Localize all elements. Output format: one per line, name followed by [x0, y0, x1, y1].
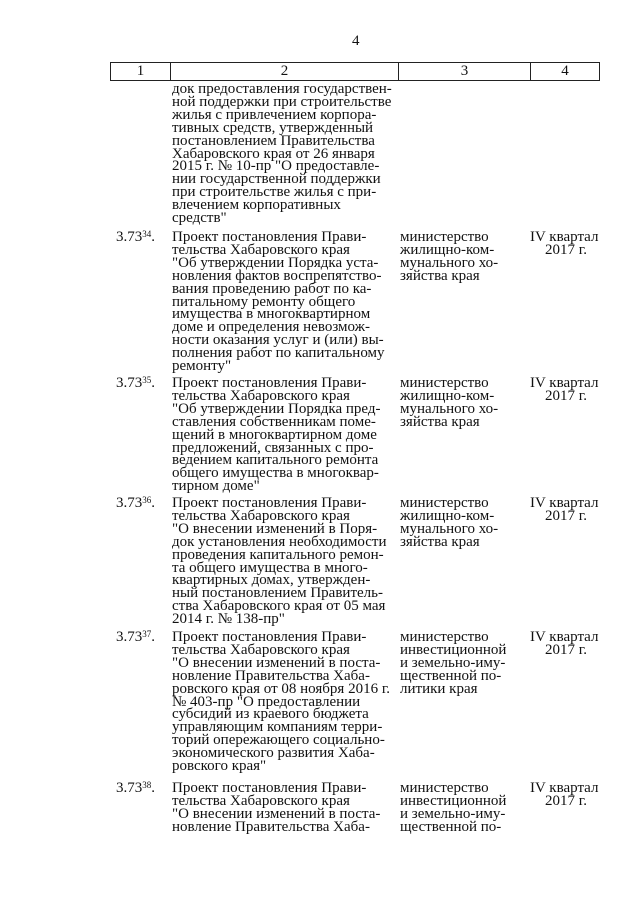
text-line: жилищно-ком- [400, 507, 495, 524]
text-line: ный постановлением Правитель- [172, 585, 383, 602]
text-line: 2014 г. № 138-пр" [172, 611, 285, 628]
text-line: жилья с привлечением корпора- [172, 106, 377, 123]
item-number-dot: . [151, 629, 155, 645]
responsible-ministry [400, 231, 498, 283]
text-line: новления фактов воспрепятство- [172, 267, 382, 284]
text-line: ровского края от 08 ноября 2016 г. [172, 680, 391, 697]
item-number [116, 497, 155, 510]
text-line: ровского края" [172, 758, 267, 775]
text-line: тельства Хабаровского края [172, 241, 350, 258]
text-line: нии государственной поддержки [172, 171, 381, 188]
text-line: ности оказания услуг и (или) вы- [172, 332, 384, 349]
document-title [172, 497, 387, 626]
text-line: ства Хабаровского края от 05 мая [172, 598, 386, 615]
text-line: Проект постановления Прави- [172, 780, 367, 796]
text-line: постановлением Правительства [172, 132, 375, 149]
text-line: та общего имущества в много- [172, 559, 368, 576]
responsible-ministry [400, 631, 506, 696]
text-line: ставления собственникам поме- [172, 413, 376, 430]
item-number-dot: . [151, 780, 155, 796]
item-number-dot: . [151, 495, 155, 511]
item-number-main: 3.73 [116, 375, 143, 391]
text-line: вания проведению работ по ка- [172, 280, 372, 297]
item-number-superscript: 38 [142, 780, 152, 790]
text-line: тивных средств, утвержденный [172, 119, 374, 136]
text-line: управляющим компаниям терри- [172, 719, 383, 736]
text-line: новление Правительства Хаба- [172, 818, 370, 835]
text-line: 2017 г. [545, 387, 587, 404]
text-line: IV квартал [530, 780, 599, 796]
text-line: общего имущества в многоквар- [172, 465, 379, 482]
text-line: имущества в многоквартирном [172, 306, 371, 323]
text-line: доме и определения невозмож- [172, 319, 371, 336]
text-line: "О внесении изменений в Поря- [172, 520, 378, 537]
text-line: мунального хо- [400, 520, 499, 537]
text-line: министерство [400, 229, 489, 245]
item-number [116, 631, 155, 644]
item-number-main: 3.73 [116, 629, 143, 645]
item-number [116, 782, 155, 795]
text-line: проведения капитального ремон- [172, 546, 384, 563]
deadline [530, 497, 598, 523]
item-number-superscript: 36 [142, 495, 152, 505]
text-line: тельства Хабаровского края [172, 387, 350, 404]
text-line: Проект постановления Прави- [172, 229, 367, 245]
deadline [530, 782, 598, 808]
header-col-4: 4 [561, 63, 569, 79]
text-line: субсидий из краевого бюджета [172, 706, 369, 723]
text-line: 2017 г. [545, 241, 587, 258]
deadline [530, 231, 598, 257]
text-line: "Об утверждении Порядка пред- [172, 400, 381, 417]
text-line: новление Правительства Хаба- [172, 667, 370, 684]
item-number [116, 377, 155, 390]
text-line: IV квартал [530, 495, 599, 511]
text-line: Проект постановления Прави- [172, 375, 367, 391]
text-line: мунального хо- [400, 254, 499, 271]
text-line: зяйства края [400, 533, 480, 550]
text-line: IV квартал [530, 375, 599, 391]
text-line: зяйства края [400, 413, 480, 430]
text-line: № 403-пр "О предоставлении [172, 693, 361, 710]
header-col-1: 1 [111, 63, 171, 80]
text-line: "Об утверждении Порядка уста- [172, 254, 379, 271]
text-line: экономического развития Хаба- [172, 745, 375, 762]
text-line: зяйства края [400, 267, 480, 284]
text-line: ремонту" [172, 358, 232, 375]
item-number-superscript: 35 [142, 375, 152, 385]
text-line: инвестиционной [400, 641, 507, 658]
text-line: литики края [400, 680, 478, 697]
responsible-ministry [400, 782, 506, 834]
responsible-ministry [400, 497, 498, 549]
text-line: министерство [400, 495, 489, 511]
text-line: и земельно-иму- [400, 654, 506, 671]
text-line: тельства Хабаровского края [172, 641, 350, 658]
text-line: жилищно-ком- [400, 387, 495, 404]
text-line: IV квартал [530, 629, 599, 645]
text-line: Хабаровского края от 26 января [172, 145, 375, 162]
col-2-text [172, 83, 392, 225]
item-number-main: 3.73 [116, 495, 143, 511]
text-line: средств" [172, 210, 227, 227]
text-line: Проект постановления Прави- [172, 495, 367, 511]
text-line: полнения работ по капитальному [172, 345, 385, 362]
text-line: 2017 г. [545, 792, 587, 809]
item-number-superscript: 34 [142, 229, 152, 239]
item-number-superscript: 37 [142, 629, 152, 639]
text-line: жилищно-ком- [400, 241, 495, 258]
text-line: щений в многоквартирном доме [172, 426, 377, 443]
text-line: предложений, связанных с про- [172, 439, 374, 456]
text-line: 2017 г. [545, 507, 587, 524]
document-title [172, 377, 380, 493]
document-title [172, 231, 385, 373]
text-line: тельства Хабаровского края [172, 792, 350, 809]
text-line: ной поддержки при строительстве [172, 93, 392, 110]
text-line: тельства Хабаровского края [172, 507, 350, 524]
text-line: тирном доме" [172, 478, 260, 495]
item-number-main: 3.73 [116, 780, 143, 796]
responsible-ministry [400, 377, 498, 429]
text-line: и земельно-иму- [400, 805, 506, 822]
text-line: "О внесении изменений в поста- [172, 805, 381, 822]
document-title [172, 782, 380, 834]
text-line: IV квартал [530, 229, 599, 245]
text-line: док установления необходимости [172, 533, 387, 550]
text-line: щественной по- [400, 818, 502, 835]
text-line: при строительстве жилья с при- [172, 184, 377, 201]
text-line: щественной по- [400, 667, 502, 684]
header-col-3: 3 [399, 63, 531, 80]
document-title [172, 631, 390, 773]
header-col-2: 2 [171, 63, 399, 80]
text-line: ведением капитального ремонта [172, 452, 379, 469]
text-line: министерство [400, 629, 489, 645]
deadline [530, 377, 598, 403]
item-number-dot: . [151, 229, 155, 245]
text-line: 2017 г. [545, 641, 587, 658]
deadline [530, 631, 598, 657]
text-line: квартирных домах, утвержден- [172, 572, 371, 589]
item-number [116, 231, 155, 244]
text-line: инвестиционной [400, 792, 507, 809]
item-number-dot: . [151, 375, 155, 391]
text-line: питальному ремонту общего [172, 293, 356, 310]
table-header [110, 62, 600, 81]
item-number-main: 3.73 [116, 229, 143, 245]
text-line: Проект постановления Прави- [172, 629, 367, 645]
text-line: министерство [400, 375, 489, 391]
text-line: торий опережающего социально- [172, 732, 385, 749]
text-line: влечением корпоративных [172, 197, 341, 214]
text-line: док предоставления государствен- [172, 81, 392, 97]
text-line: министерство [400, 780, 489, 796]
page-number: 4 [352, 33, 360, 49]
text-line: 2015 г. № 10-пр "О предоставле- [172, 158, 380, 175]
text-line: "О внесении изменений в поста- [172, 654, 381, 671]
text-line: мунального хо- [400, 400, 499, 417]
